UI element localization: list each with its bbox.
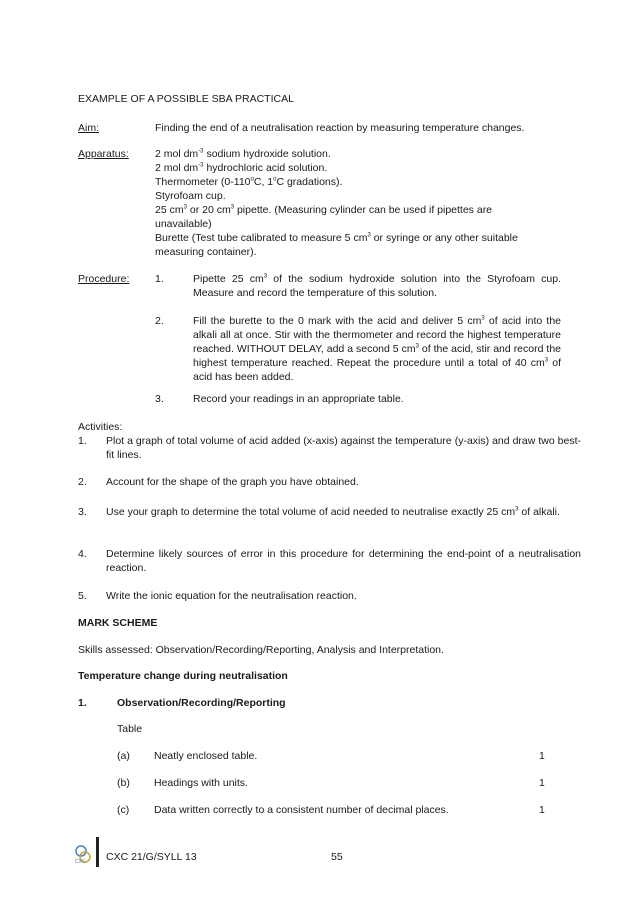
section-title: Observation/Recording/Reporting bbox=[117, 697, 286, 709]
apparatus-line-4: Styrofoam cup. bbox=[155, 190, 226, 202]
mark-scheme-heading: MARK SCHEME bbox=[78, 617, 158, 629]
activity-5-text: Write the ionic equation for the neutralisation reaction. bbox=[106, 590, 357, 602]
procedure-3-text: Record your readings in an appropriate table. bbox=[193, 393, 404, 405]
mark-b-label: (b) bbox=[117, 777, 130, 789]
activity-1-text: Plot a graph of total volume of acid added (x-axis) against the temperature (y-axis) and draw two best-fit lines. bbox=[106, 435, 581, 461]
activity-4-text: Determine likely sources of error in this procedure for determining the end-point of a neutralisation reaction. bbox=[106, 548, 581, 574]
mark-a-text: Neatly enclosed table. bbox=[154, 750, 258, 762]
activity-2-text: Account for the shape of the graph you have obtained. bbox=[106, 476, 359, 488]
procedure-1-num: 1. bbox=[155, 273, 164, 285]
doc-title: EXAMPLE OF A POSSIBLE SBA PRACTICAL bbox=[78, 93, 294, 105]
mark-c-label: (c) bbox=[117, 804, 130, 816]
apparatus-line-5: 25 $cm^3$ or 20 $cm^3$ pipette. (Measuring cylinder can be used if pipettes are bbox=[155, 204, 493, 216]
aim-label: Aim: bbox=[78, 122, 99, 134]
mark-a-score: 1 bbox=[539, 750, 545, 762]
apparatus-line-1: 2 mol $dm^{-3}$ sodium hydroxide solution. bbox=[155, 148, 331, 160]
activities-label: Activities: bbox=[78, 421, 123, 433]
skills-assessed: Skills assessed: Observation/Recording/Reporting, Analysis and Interpretation. bbox=[78, 644, 444, 656]
activity-3-num: 3. bbox=[78, 506, 87, 518]
mark-c-score: 1 bbox=[539, 804, 545, 816]
procedure-2-text: Fill the burette to the 0 mark with the acid and deliver 5 $cm^3$ of acid into the alkali all at once. Stir with the thermometer and record the highest temperature reached. WITHOUT DELAY, add a second 5 $cm^3$ of the acid, stir and record the highest temperature reached. Repeat the procedure until a total of 40 $cm^3$ of acid has been added. bbox=[193, 315, 561, 383]
mark-a-label: (a) bbox=[117, 750, 130, 762]
logo-text: CXC bbox=[75, 859, 86, 865]
cxc-logo-icon bbox=[72, 843, 94, 865]
apparatus-list bbox=[155, 147, 575, 259]
mark-b-score: 1 bbox=[539, 777, 545, 789]
activity-5-num: 5. bbox=[78, 590, 87, 602]
apparatus-line-2: 2 mol $dm^{-3}$ hydrochloric acid solution. bbox=[155, 162, 328, 174]
page-number: 55 bbox=[331, 851, 343, 863]
footer-code: CXC 21/G/SYLL 13 bbox=[106, 851, 197, 863]
mark-c-text: Data written correctly to a consistent number of decimal places. bbox=[154, 804, 449, 816]
temperature-heading: Temperature change during neutralisation bbox=[78, 670, 288, 682]
apparatus-line-3: Thermometer (0-110$^o$C, 1$^o$C gradations). bbox=[155, 176, 343, 188]
apparatus-line-6: unavailable) bbox=[155, 218, 212, 230]
procedure-label: Procedure: bbox=[78, 273, 130, 285]
aim-text: Finding the end of a neutralisation reaction by measuring temperature changes. bbox=[155, 122, 525, 134]
apparatus-line-8: measuring container). bbox=[155, 246, 257, 258]
activity-2-num: 2. bbox=[78, 476, 87, 488]
footer-divider bbox=[96, 837, 99, 867]
activity-4-num: 4. bbox=[78, 548, 87, 560]
activity-3-text: Use your graph to determine the total volume of acid needed to neutralise exactly 25 $cm^3$ of alkali. bbox=[106, 506, 560, 518]
apparatus-line-7: Burette (Test tube calibrated to measure 5 $cm^3$ or syringe or any other suitable bbox=[155, 232, 518, 244]
apparatus-label: Apparatus: bbox=[78, 148, 129, 160]
table-label: Table bbox=[117, 723, 143, 735]
section-number: 1. bbox=[78, 697, 87, 709]
procedure-2-num: 2. bbox=[155, 315, 164, 327]
procedure-3-num: 3. bbox=[155, 393, 164, 405]
mark-b-text: Headings with units. bbox=[154, 777, 248, 789]
activity-1-num: 1. bbox=[78, 435, 87, 447]
procedure-1-text: Pipette 25 $cm^3$ of the sodium hydroxide solution into the Styrofoam cup. Measure and record the temperature of this solution. bbox=[193, 273, 561, 299]
